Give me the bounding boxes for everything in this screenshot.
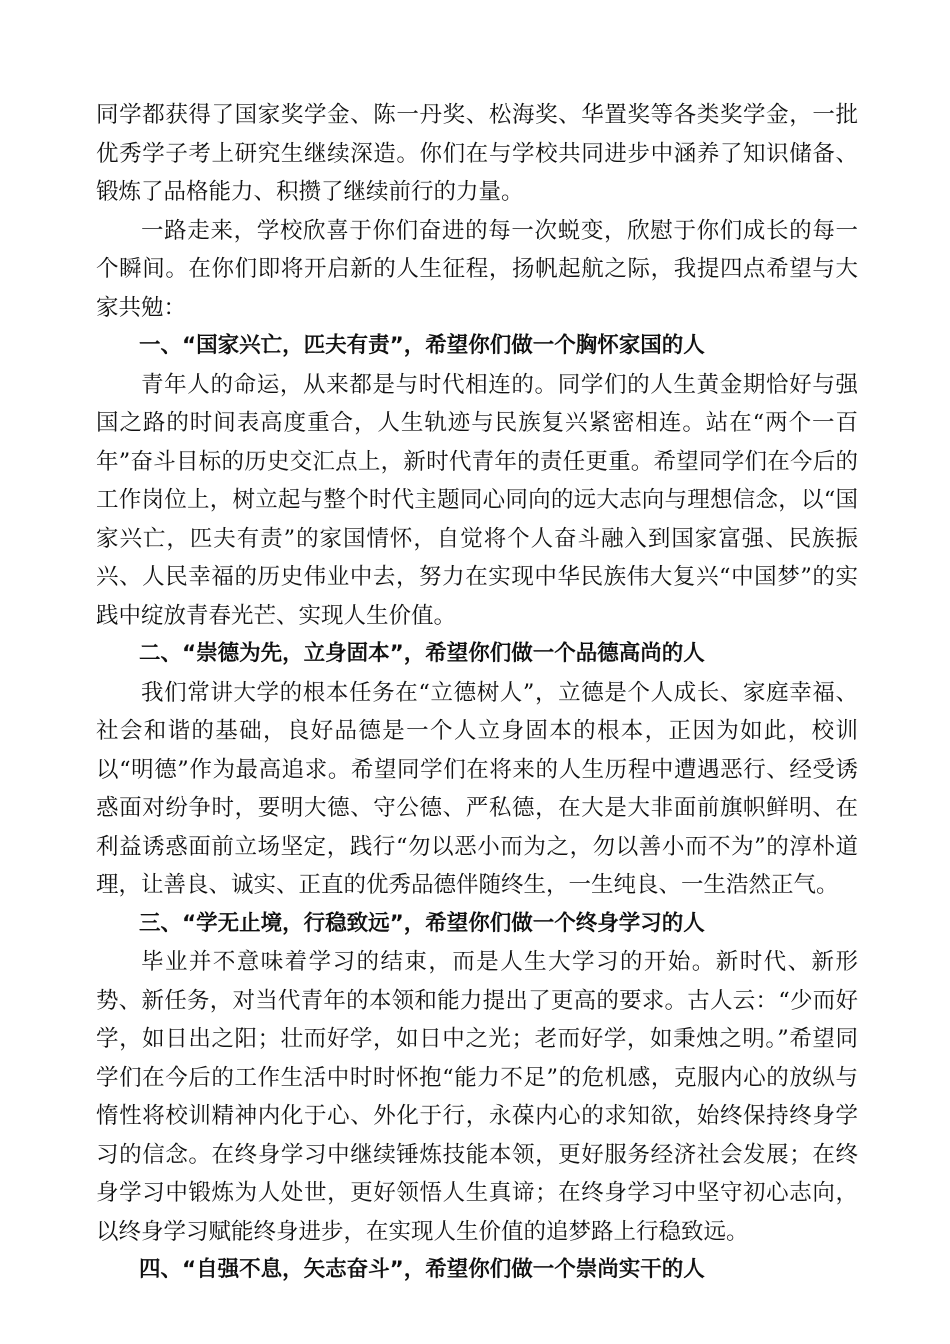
paragraph-section-1: 青年人的命运，从来都是与时代相连的。同学们的人生黄金期恰好与强国之路的时间表高度重合，人生轨迹与民族复兴紧密相连。站在“两个一百年”奋斗目标的历史交汇点上，新时代青年的责任更重。希望同学们在今后的工作岗位上，树立起与整个时代主题同心同向的远大志向与理想信念，以“国家兴亡，匹夫有责”的家国情怀，自觉将个人奋斗融入到国家富强、民族振兴、人民幸福的历史伟业中去，努力在实现中华民族伟大复兴“中国梦”的实践中绽放青春光芒、实现人生价值。 (96, 371, 858, 629)
section-heading-2: 二、“崇德为先，立身固本”，希望你们做一个品德高尚的人 (139, 641, 705, 666)
document-page (96, 96, 858, 1290)
paragraph-section-2: 我们常讲大学的根本任务在“立德树人”，立德是个人成长、家庭幸福、社会和谐的基础，良好品德是一个人立身固本的根本，正因为如此，校训以“明德”作为最高追求。希望同学们在将来的人生历程中遭遇恶行、经受诱惑面对纷争时，要明大德、守公德、严私德，在大是大非面前旗帜鲜明、在利益诱惑面前立场坚定，践行“勿以恶小而为之，勿以善小而不为”的淳朴道理，让善良、诚实、正直的优秀品德伴随终生，一生纯良、一生浩然正气。 (96, 679, 858, 898)
section-heading-4: 四、“自强不息，矢志奋斗”，希望你们做一个崇尚实干的人 (139, 1257, 705, 1282)
section-heading-3: 三、“学无止境，行稳致远”，希望你们做一个终身学习的人 (139, 910, 705, 936)
section-heading-1: 一、“国家兴亡，匹夫有责”，希望你们做一个胸怀家国的人 (139, 333, 705, 358)
paragraph-continuation: 同学都获得了国家奖学金、陈一丹奖、松海奖、华置奖等各类奖学金，一批优秀学子考上研究生继续深造。你们在与学校共同进步中涵养了知识储备、锻炼了品格能力、积攒了继续前行的力量。 (96, 102, 858, 205)
paragraph-section-3: 毕业并不意味着学习的结束，而是人生大学习的开始。新时代、新形势、新任务，对当代青年的本领和能力提出了更高的要求。古人云：“少而好学，如日出之阳；壮而好学，如日中之光；老而好学，如秉烛之明。”希望同学们在今后的工作生活中时时怀抱“能力不足”的危机感，克服内心的放纵与惰性将校训精神内化于心、外化于行，永葆内心的求知欲，始终保持终身学习的信念。在终身学习中继续锤炼技能本领，更好服务经济社会发展；在终身学习中锻炼为人处世，更好领悟人生真谛；在终身学习中坚守初心志向，以终身学习赋能终身进步，在实现人生价值的追梦路上行稳致远。 (96, 949, 858, 1245)
paragraph-intro: 一路走来，学校欣喜于你们奋进的每一次蜕变，欣慰于你们成长的每一个瞬间。在你们即将开启新的人生征程，扬帆起航之际，我提四点希望与大家共勉： (96, 217, 858, 321)
